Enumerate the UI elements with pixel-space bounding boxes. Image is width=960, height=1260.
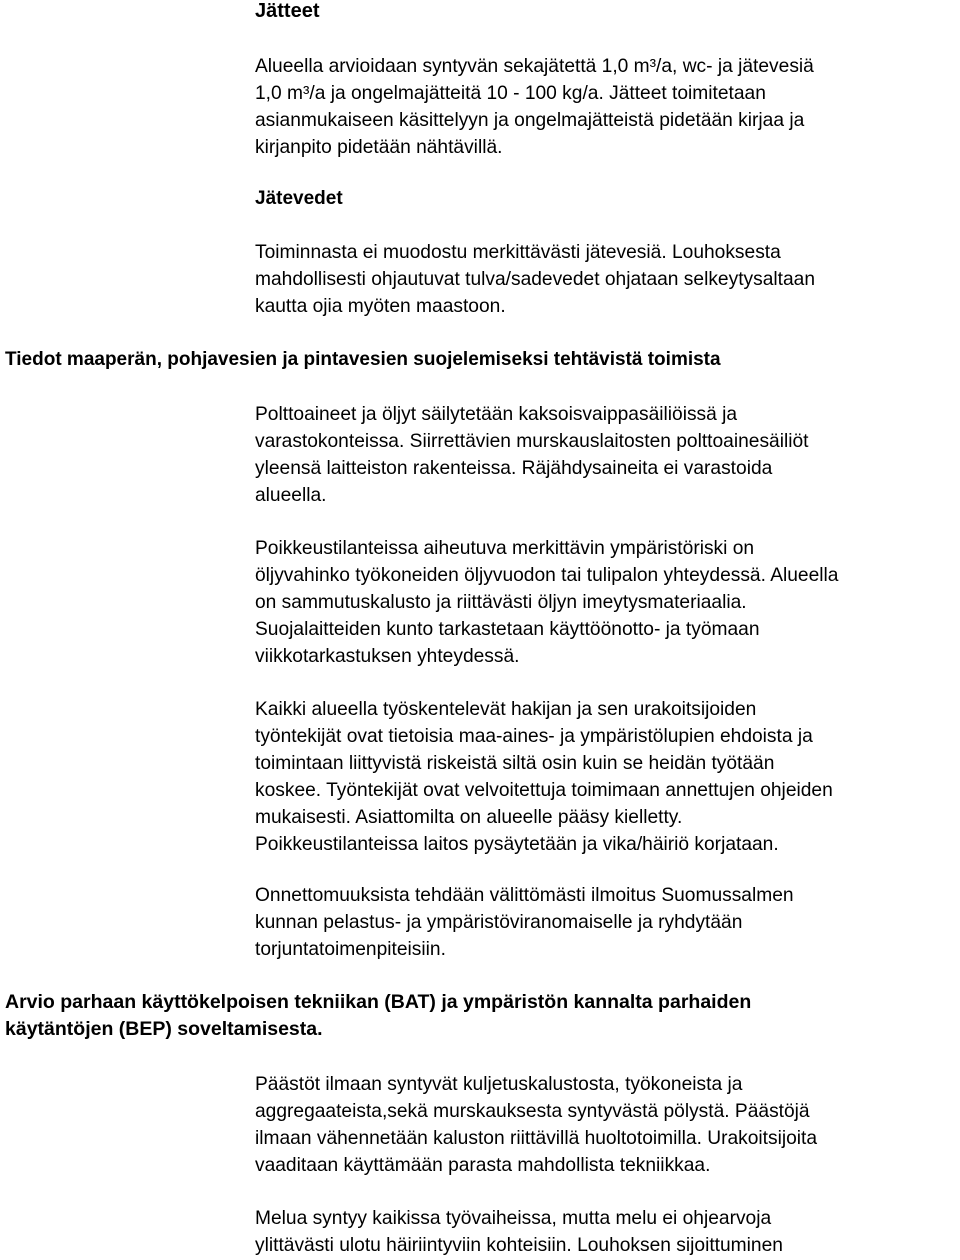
text-line: Alueella arvioidaan syntyvän sekajätettä 1,0 m³/a, wc- ja jätevesiä: [255, 56, 814, 77]
tiedot-paragraph-2: [255, 535, 838, 670]
tiedot-paragraph-1: [255, 401, 809, 509]
text-line: Polttoaineet ja öljyt säilytetään kaksoisvaippasäiliöissä ja: [255, 404, 738, 425]
text-line: kirjanpito pidetään nähtävillä.: [255, 137, 503, 158]
arvio-paragraph-1: [255, 1071, 817, 1179]
heading-line: käytäntöjen (BEP) soveltamisesta.: [5, 1018, 323, 1040]
text-line: kautta ojia myöten maastoon.: [255, 296, 506, 317]
text-line: Toiminnasta ei muodostu merkittävästi jätevesiä. Louhoksesta: [255, 242, 781, 263]
arvio-paragraph-2: [255, 1205, 783, 1259]
section-heading-tiedot: Tiedot maaperän, pohjavesien ja pintavesien suojelemiseksi tehtävistä toimista: [5, 349, 721, 370]
text-line: kunnan pelastus- ja ympäristöviranomaiselle ja ryhdytään: [255, 912, 743, 933]
text-line: varastokonteissa. Siirrettävien murskauslaitosten polttoainesäiliöt: [255, 431, 809, 452]
jatteet-paragraph-2: [255, 239, 815, 320]
heading-line: Arvio parhaan käyttökelpoisen tekniikan (BAT) ja ympäristön kannalta parhaiden: [5, 991, 752, 1013]
text-line: Kaikki alueella työskentelevät hakijan ja sen urakoitsijoiden: [255, 699, 757, 720]
text-line: ilmaan vähennetään kaluston riittävillä huoltotoimilla. Urakoitsijoita: [255, 1128, 818, 1149]
text-line: Melua syntyy kaikissa työvaiheissa, mutta melu ei ohjearvoja: [255, 1208, 772, 1229]
text-line: aggregaateista,sekä murskauksesta syntyvästä pölystä. Päästöjä: [255, 1101, 810, 1122]
text-line: torjuntatoimenpiteisiin.: [255, 939, 446, 960]
text-line: yleensä laitteiston rakenteissa. Räjähdysaineita ei varastoida: [255, 458, 773, 479]
tiedot-paragraph-3: [255, 696, 833, 858]
jatteet-paragraph-1: [255, 53, 814, 161]
text-line: toimintaan liittyvistä riskeistä siltä osin kuin se heidän työtään: [255, 753, 775, 774]
tiedot-paragraph-4: [255, 882, 794, 963]
text-line: Poikkeustilanteissa aiheutuva merkittävin ympäristöriski on: [255, 538, 755, 559]
text-line: asianmukaiseen käsittelyyn ja ongelmajätteistä pidetään kirjaa ja: [255, 110, 805, 131]
text-line: öljyvahinko työkoneiden öljyvuodon tai tulipalon yhteydessä. Alueella: [255, 565, 839, 586]
text-line: on sammutuskalusto ja riittävästi öljyn imeytysmateriaalia.: [255, 592, 747, 613]
section-heading-arvio: [5, 989, 751, 1043]
text-line: Suojalaitteiden kunto tarkastetaan käyttöönotto- ja työmaan: [255, 619, 760, 640]
text-line: työntekijät ovat tietoisia maa-aines- ja ympäristölupien ehdoista ja: [255, 726, 813, 747]
text-line: alueella.: [255, 485, 327, 506]
text-line: vaaditaan käyttämään parasta mahdollista tekniikkaa.: [255, 1155, 711, 1176]
section-heading-jatteet: Jätteet: [255, 0, 320, 22]
text-line: Päästöt ilmaan syntyvät kuljetuskalustosta, työkoneista ja: [255, 1074, 743, 1095]
text-line: mukaisesti. Asiattomilta on alueelle pääsy kielletty.: [255, 807, 683, 828]
text-line: Poikkeustilanteissa laitos pysäytetään ja vika/häiriö korjataan.: [255, 834, 779, 855]
subheading-jatevedet: Jätevedet: [255, 188, 343, 209]
text-line: 1,0 m³/a ja ongelmajätteitä 10 - 100 kg/a. Jätteet toimitetaan: [255, 83, 766, 104]
text-line: viikkotarkastuksen yhteydessä.: [255, 646, 520, 667]
text-line: koskee. Työntekijät ovat velvoitettuja toimimaan annettujen ohjeiden: [255, 780, 833, 801]
text-line: ylittävästi ulotu häiriintyviin kohteisiin. Louhoksen sijoittuminen: [255, 1235, 783, 1256]
text-line: mahdollisesti ohjautuvat tulva/sadevedet ohjataan selkeytysaltaan: [255, 269, 815, 290]
text-line: Onnettomuuksista tehdään välittömästi ilmoitus Suomussalmen: [255, 885, 794, 906]
